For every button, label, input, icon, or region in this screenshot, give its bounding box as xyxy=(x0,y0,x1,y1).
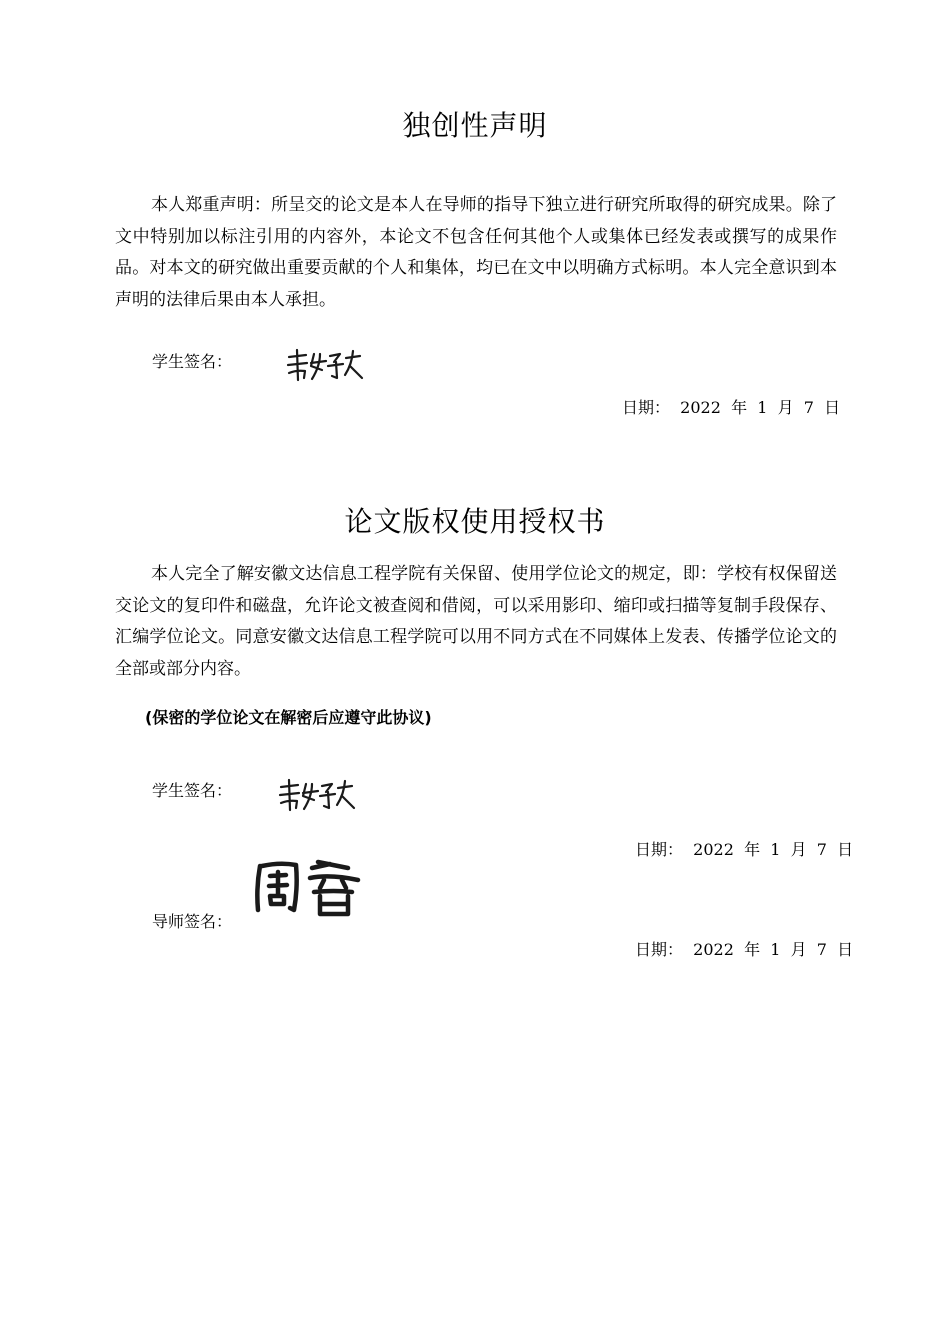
advisor-signature-image xyxy=(250,858,368,920)
confidentiality-note: (保密的学位论文在解密后应遵守此协议) xyxy=(145,708,432,727)
authorization-body: 本人完全了解安徽文达信息工程学院有关保留、使用学位论文的规定，即：学校有权保留送交论文的复印件和磁盘，允许论文被查阅和借阅，可以采用影印、缩印或扫描等复制手段保存、汇编学位论文。同意安徽文达信息工程学院可以用不同方式在不同媒体上发表、传播学位论文的全部或部分内容。 xyxy=(115,564,837,679)
student-date: 日期： 2022 年 1 月 7 日 xyxy=(635,840,854,859)
advisor-signature-label: 导师签名： xyxy=(152,912,233,931)
declaration-body: 本人郑重声明：所呈交的论文是本人在导师的指导下独立进行研究所取得的研究成果。除了文中特别加以标注引用的内容外，本论文不包含任何其他个人或集体已经发表或撰写的成果作品。对本文的研究做出重要贡献的个人和集体，均已在文中以明确方式标明。本人完全意识到本声明的法律后果由本人承担。 xyxy=(115,195,837,310)
student-signature-label-2: 学生签名： xyxy=(152,781,233,800)
student-signature-image-2 xyxy=(278,778,358,814)
declaration-date: 日期： 2022 年 1 月 7 日 xyxy=(622,398,841,417)
student-signature-image xyxy=(286,348,366,384)
student-signature-label: 学生签名： xyxy=(152,352,233,371)
authorization-title: 论文版权使用授权书 xyxy=(344,505,606,538)
declaration-title: 独创性声明 xyxy=(402,109,548,142)
advisor-date: 日期： 2022 年 1 月 7 日 xyxy=(635,940,854,959)
